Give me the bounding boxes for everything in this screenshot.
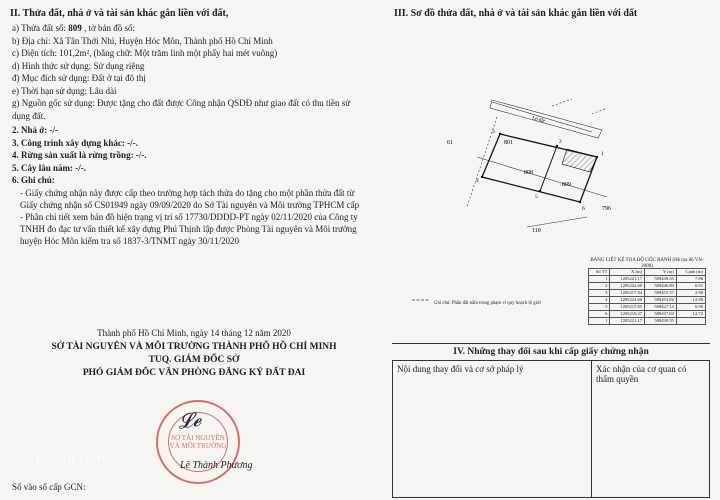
changes-title: IV. Những thay đổi sau khi cấp giấy chứng nhận — [392, 343, 710, 357]
point-5-label: 5 — [535, 194, 538, 200]
address-line: b) Địa chỉ: Xã Tân Thới Nhì, Huyện Hóc Môn, Thành phố Hồ Chí Minh — [12, 35, 273, 46]
coord-table-title: BẢNG LIỆT KÊ TỌA ĐỘ GÓC RANH (Hệ tọa độ VN-2000) — [590, 258, 704, 269]
land-info-section — [8, 8, 380, 492]
note-2: - Phần chi tiết xem bản đồ hiện trạng vị trí số 17730/DDDD-PT ngày 02/11/2020 của Công ty TNHH đo đạc tư vấn thiết kế xây dựng Phú Thịnh lập được Phòng Tài nguyên và Môi trường huyện Hóc Môn kiểm tra số 1837-3/TNMT ngày 30/11/2020 — [20, 211, 358, 246]
map-section — [392, 8, 712, 492]
parcel-801-label: 801 — [504, 140, 513, 146]
registry-number: Số vào sổ cấp GCN: — [12, 482, 86, 492]
note-1: - Giấy chứng nhận này được cấp theo trường hợp tách thửa do tặng cho một phần thửa đất từ Giấy chứng nhận số CS01949 ngày 09/09/2020 do Sở Tài nguyên và Môi trường TPHCM cấp — [20, 187, 360, 210]
section-title: II. Thửa đất, nhà ở và tài sản khác gắn liền với đất, — [10, 8, 229, 19]
parcel-number: 809 — [68, 23, 82, 33]
parcel-map — [392, 22, 704, 323]
handwritten-signature: 𝓛𝓮 — [176, 408, 203, 434]
usage-form-line: d) Hình thức sử dụng: Sử dụng riêng — [12, 60, 145, 71]
point-2-label: 2 — [559, 139, 562, 145]
place-date: Thành phố Hồ Chí Minh, ngày 14 tháng 12 năm 2020 — [97, 328, 291, 338]
signer-title: PHÓ GIÁM ĐỐC VĂN PHÒNG ĐĂNG KÝ ĐẤT ĐAI — [82, 368, 306, 378]
signature-block — [8, 328, 380, 380]
map-note: Ghi chú: Phần đất nằm trong phạm vi quy hoạch lộ giới — [434, 301, 541, 306]
coord-row: 3 1205217.84 589453.37 2.88 — [589, 290, 706, 297]
house-line: 2. Nhà ở: -/- — [12, 125, 58, 135]
coord-header-row: Số TT X (m) Y (m) Cạnh (m) — [589, 269, 706, 276]
parcel-110-label: 110 — [532, 228, 541, 234]
coord-row: 4 1205224.60 589453.82 12.88 — [589, 297, 706, 304]
usage-term-line: e) Thời hạn sử dụng: Lâu dài — [12, 85, 117, 96]
issuing-org: SỞ TÀI NGUYÊN VÀ MÔI TRƯỜNG THÀNH PHỐ HỒ CHÍ MINH — [51, 342, 337, 352]
area-line: c) Diện tích: 101,2m², (bằng chữ: Một trăm linh một phẩy hai mét vuông) — [12, 48, 278, 58]
perennial-line: 5. Cây lâu năm: -/-. — [12, 162, 86, 173]
watermark: Ⓢ nhatot.com — [18, 450, 106, 466]
parcel-61-label: 61 — [447, 140, 453, 146]
official-seal: SỞ TÀI NGUYÊN VÀ MÔI TRƯỜNG — [156, 400, 240, 484]
parcel-808-label: 808 — [524, 170, 533, 176]
origin-line: g) Nguồn gốc sử dụng: Được tặng cho đất được Công nhận QSDĐ như giao đất có thu tiền sử dụng đất. — [12, 98, 351, 121]
coord-row: 1 1205221.17 589439.35 7.86 — [589, 276, 706, 283]
hatched-area — [562, 149, 597, 172]
coord-row: 5 1205215.85 589427.14 6.90 — [589, 304, 706, 311]
coord-row: 1 1205221.17 589439.35 — [589, 318, 706, 325]
parcel-796-label: 796 — [602, 206, 611, 212]
changes-confirm-cell: Xác nhận của cơ quan có thẩm quyền — [592, 361, 710, 498]
coord-row: 6 1205210.27 589437.63 12.72 — [589, 311, 706, 318]
coord-row: 2 1205222.60 589446.89 6.91 — [589, 283, 706, 290]
point-3-label: 3 — [492, 129, 495, 135]
point-4-label: 4 — [476, 178, 479, 184]
coord-table — [588, 268, 706, 325]
parcel-809-label: 809 — [562, 182, 571, 188]
construction-line: 3. Công trình xây dựng khác: -/-. — [12, 137, 138, 148]
changes-table — [392, 360, 710, 498]
parcel-number-line: a) Thửa đất số: 809 , tờ bản đồ số: — [12, 23, 135, 33]
point-1-label: 1 — [601, 151, 604, 157]
changes-section — [392, 343, 710, 498]
parcel-divider — [540, 146, 557, 191]
signer-name: Lê Thành Phương — [180, 460, 253, 471]
map-title: III. Sơ đồ thửa đất, nhà ở và tài sản khác gắn liền với đất — [394, 8, 638, 19]
road-label: Lô đất — [531, 116, 546, 125]
notes-heading: 6. Ghi chú: — [12, 175, 55, 185]
forest-line: 4. Rừng sản xuất là rừng trồng: -/-. — [12, 150, 147, 160]
road-band — [490, 100, 602, 138]
point-6-label: 6 — [582, 206, 585, 212]
authority-line: TUQ. GIÁM ĐỐC SỞ — [148, 355, 240, 365]
usage-purpose-line: đ) Mục đích sử dụng: Đất ở tại đô thị — [12, 73, 146, 83]
changes-content-cell: Nội dung thay đổi và cơ sở pháp lý — [393, 361, 592, 498]
